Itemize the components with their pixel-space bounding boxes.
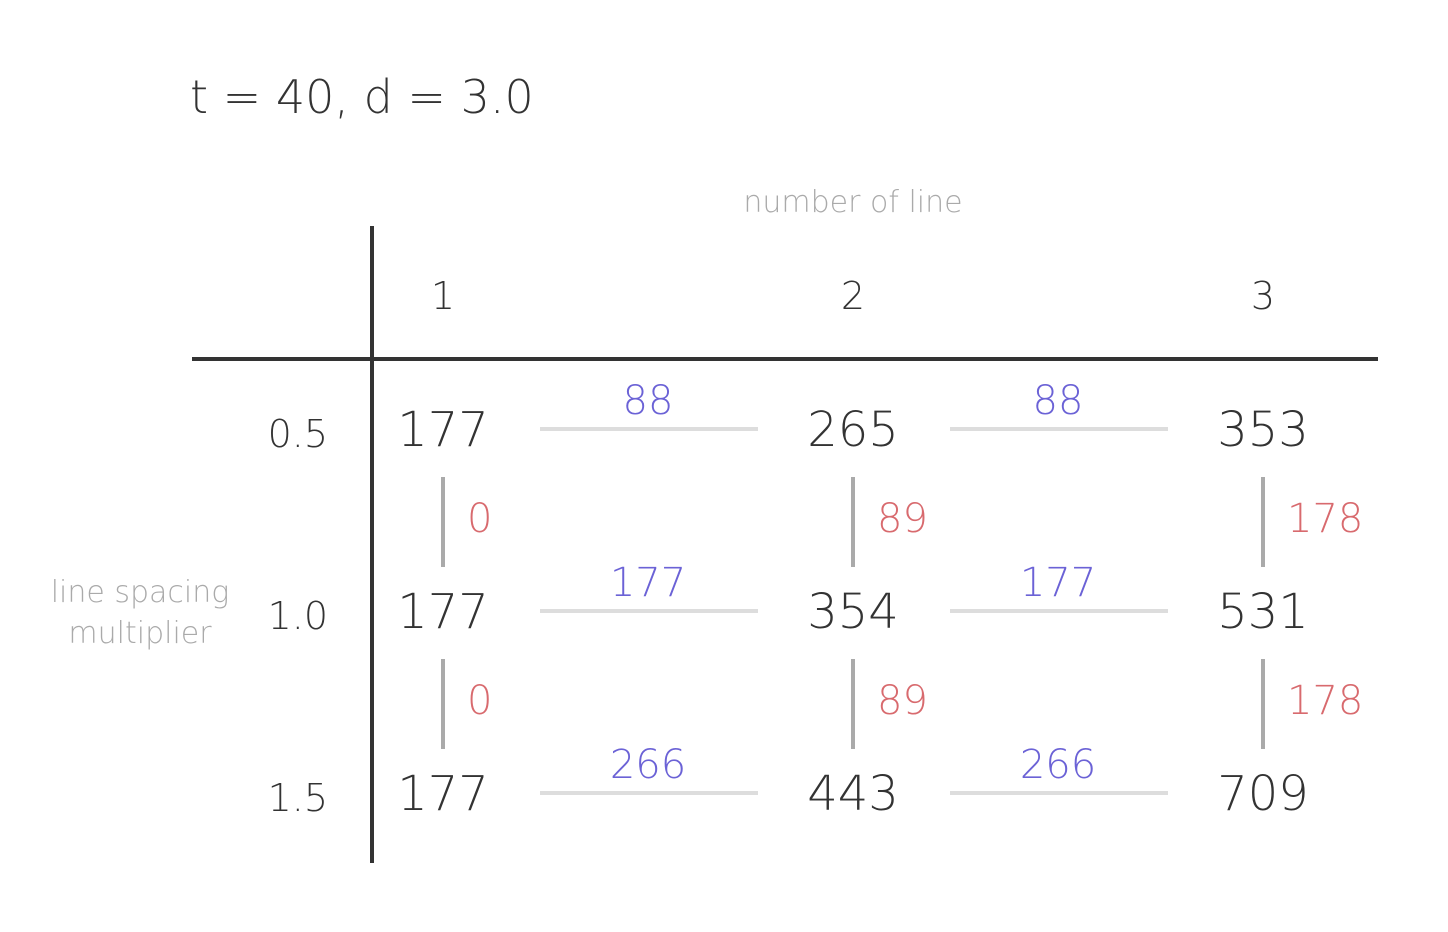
vertical-diff-c1-b: 0 [467,678,493,724]
vertical-connector-c3-a [1261,477,1265,567]
vertical-connector-c1-b [441,659,445,749]
cell-r1-c1: 177 [397,402,489,458]
horizontal-connector-r3-b [950,791,1168,795]
cell-r3-c2: 443 [807,766,899,822]
cell-r3-c3: 709 [1217,766,1309,822]
column-header-3: 3 [1250,274,1276,318]
horizontal-connector-r1-a [540,427,758,431]
vertical-diff-c1-a: 0 [467,496,493,542]
vertical-connector-c2-b [851,659,855,749]
columns-axis-label: number of line [743,185,963,220]
horizontal-diff-r3-b: 266 [1019,742,1097,788]
horizontal-connector-r2-a [540,609,758,613]
vertical-connector-c3-b [1261,659,1265,749]
table-vertical-axis [370,226,374,863]
column-header-2: 2 [840,274,866,318]
horizontal-connector-r2-b [950,609,1168,613]
cell-r1-c3: 353 [1217,402,1309,458]
column-header-1: 1 [430,274,456,318]
rows-axis-label [51,572,230,654]
vertical-connector-c1-a [441,477,445,567]
rows-axis-label-line1: line spacing [50,575,230,610]
horizontal-diff-r2-a: 177 [609,560,687,606]
row-header-1.0: 1.0 [267,594,328,638]
horizontal-diff-r1-a: 88 [622,378,674,424]
vertical-diff-c3-b: 178 [1287,678,1364,724]
horizontal-connector-r1-b [950,427,1168,431]
horizontal-diff-r1-b: 88 [1032,378,1084,424]
row-header-0.5: 0.5 [267,412,328,456]
vertical-connector-c2-a [851,477,855,567]
cell-r1-c2: 265 [807,402,899,458]
horizontal-connector-r3-a [540,791,758,795]
vertical-diff-c2-a: 89 [877,496,928,542]
horizontal-diff-r2-b: 177 [1019,560,1097,606]
cell-r2-c2: 354 [807,584,899,640]
row-header-1.5: 1.5 [267,776,328,820]
vertical-diff-c2-b: 89 [877,678,928,724]
diagram-title: t = 40, d = 3.0 [190,70,534,124]
rows-axis-label-line2: multiplier [68,616,212,651]
cell-r2-c1: 177 [397,584,489,640]
vertical-diff-c3-a: 178 [1287,496,1364,542]
cell-r2-c3: 531 [1217,584,1309,640]
horizontal-diff-r3-a: 266 [609,742,687,788]
cell-r3-c1: 177 [397,766,489,822]
